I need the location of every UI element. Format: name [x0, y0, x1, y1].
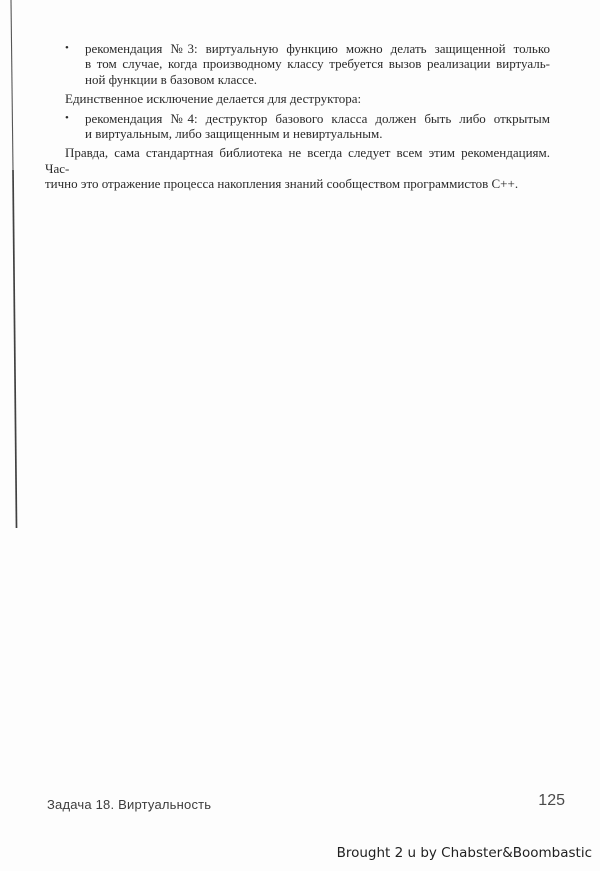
block-text — [85, 111, 550, 142]
scan-artifact-line — [0, 0, 30, 540]
bullet-item — [45, 111, 550, 142]
text-line: рекомендация №3: виртуальную функцию можно делать защищенной только — [85, 41, 550, 56]
text-line: в том случае, когда производному классу требуется вызов реализации виртуаль- — [85, 56, 550, 72]
running-footer-title: Задача 18. Виртуальность — [47, 797, 212, 812]
block-text — [85, 41, 550, 87]
text-line: и виртуальным, либо защищенным и невиртуальным. — [85, 126, 383, 142]
text-line: тично это отражение процесса накопления знаний сообществом программистов C++. — [45, 176, 519, 192]
block-text — [45, 91, 550, 106]
text-line: Единственное исключение делается для деструктора: — [65, 91, 362, 107]
bullet-item — [45, 41, 550, 87]
paragraph — [45, 145, 550, 191]
bullet-icon: • — [65, 111, 69, 124]
page-number: 125 — [538, 792, 565, 809]
text-line: ной функции в базовом классе. — [85, 71, 258, 87]
text-line: рекомендация №4: деструктор базового класса должен быть либо открытым — [85, 110, 550, 126]
text-line: Правда, сама стандартная библиотека не всегда следует всем этим рекомендациям. Час- — [45, 145, 550, 176]
text-block — [45, 37, 550, 192]
bullet-icon: • — [65, 42, 69, 54]
watermark-credit: Brought 2 u by Chabster&Boombastic — [336, 845, 592, 861]
paragraph — [45, 91, 550, 106]
block-text — [45, 145, 550, 191]
